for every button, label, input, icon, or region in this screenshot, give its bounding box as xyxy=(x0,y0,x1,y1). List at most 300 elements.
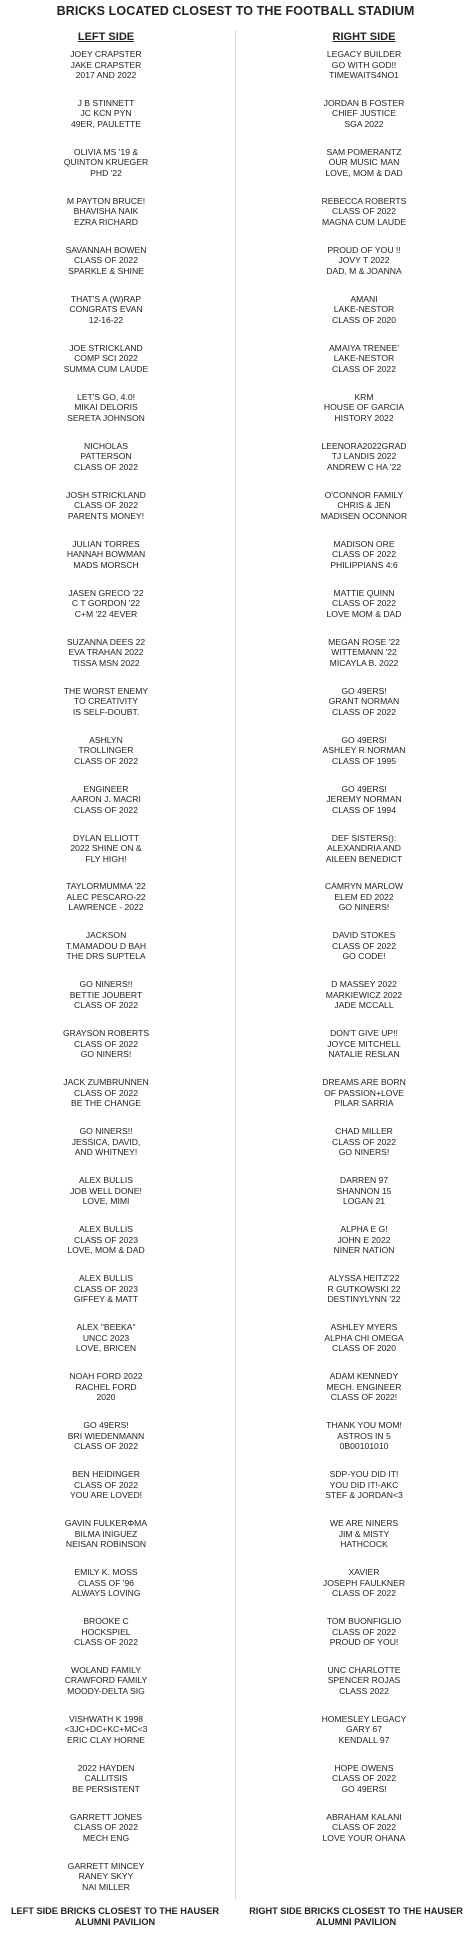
brick-inscription xyxy=(264,1273,464,1305)
brick-line: LOVE MOM & DAD xyxy=(326,608,402,619)
brick-inscription xyxy=(264,245,464,277)
brick-line: CLASS OF 2022 xyxy=(73,1038,138,1049)
brick-line: ALWAYS LOVING xyxy=(71,1588,141,1599)
brick-inscription xyxy=(6,930,206,962)
brick-inscription xyxy=(264,1518,464,1550)
brick-line: 12-16-22 xyxy=(88,314,124,325)
brick-inscription xyxy=(264,930,464,962)
brick-line: LET'S GO, 4.0! xyxy=(77,391,135,402)
brick-inscription xyxy=(6,1028,206,1060)
brick-line: PROUD OF YOU! xyxy=(329,1637,399,1647)
brick-line: CLASS OF 2022 xyxy=(331,363,396,374)
brick-line: GO 49ERS! xyxy=(341,734,387,745)
brick-inscription xyxy=(264,1567,464,1599)
brick-line: FLY HIGH! xyxy=(85,853,127,864)
left-side-heading: LEFT SIDE xyxy=(77,31,135,43)
brick-line: DREAMS ARE BORN xyxy=(322,1077,406,1088)
brick-line: CLASS OF 2022! xyxy=(330,1392,398,1403)
brick-line: CLASS OF 2022 xyxy=(331,1588,396,1599)
brick-line: GO WITH GOD!! xyxy=(331,59,397,70)
brick-line: TO CREATIVITY xyxy=(73,696,139,707)
brick-line: DON'T GIVE UP!! xyxy=(330,1028,398,1039)
brick-inscription xyxy=(6,98,206,130)
brick-line: LAWRENCE - 2022 xyxy=(68,902,144,913)
brick-line: CLASS OF 2022 xyxy=(331,1626,396,1637)
brick-line: PHILIPPIANS 4:6 xyxy=(330,559,398,570)
brick-line: R GUTKOWSKI 22 xyxy=(327,1283,401,1294)
brick-inscription xyxy=(264,490,464,522)
brick-line: D MASSEY 2022 xyxy=(331,979,397,990)
brick-line: HOPE OWENS xyxy=(334,1762,394,1773)
brick-line: YOU DID IT!-AKC xyxy=(329,1479,399,1490)
brick-inscription xyxy=(6,1763,206,1795)
brick-line: WOLAND FAMILY xyxy=(70,1664,142,1675)
brick-inscription xyxy=(264,1420,464,1452)
brick-line: CRAWFORD FAMILY xyxy=(64,1675,148,1686)
brick-inscription xyxy=(6,1371,206,1403)
brick-line: SUMMA CUM LAUDE xyxy=(63,363,149,374)
brick-line: 2022 SHINE ON & xyxy=(70,843,142,853)
brick-inscription xyxy=(264,49,464,81)
brick-inscription xyxy=(6,588,206,620)
brick-line: GAVIN FULKERΦMA xyxy=(64,1518,148,1529)
brick-line: NEISAN ROBINSON xyxy=(65,1539,147,1550)
right-brick-list xyxy=(264,49,464,1843)
brick-inscription xyxy=(6,881,206,913)
brick-line: JORDAN B FOSTER xyxy=(323,97,405,108)
brick-line: 49ER, PAULETTE xyxy=(70,118,142,129)
page-title: BRICKS LOCATED CLOSEST TO THE FOOTBALL STADIUM xyxy=(56,4,415,18)
brick-line: MADS MORSCH xyxy=(73,559,139,570)
brick-line: LAKE-NESTOR xyxy=(333,353,395,364)
brick-inscription xyxy=(264,784,464,816)
brick-inscription xyxy=(6,294,206,326)
brick-line: TAYLORMUMMA '22 xyxy=(66,881,146,892)
brick-line: BETTIE JOUBERT xyxy=(69,989,143,1000)
brick-line: JOSH STRICKLAND xyxy=(66,489,146,500)
brick-line: CLASS OF 1995 xyxy=(331,755,396,766)
brick-line: EZRA RICHARD xyxy=(74,216,138,227)
brick-line: HOMESLEY LEGACY xyxy=(321,1713,407,1724)
brick-inscription xyxy=(264,881,464,913)
brick-inscription xyxy=(6,979,206,1011)
brick-line: GARY 67 xyxy=(346,1724,382,1735)
brick-inscription xyxy=(6,1567,206,1599)
brick-line: CLASS OF 2022 xyxy=(331,706,396,717)
brick-line: GO NINERS! xyxy=(338,1147,390,1158)
brick-inscription xyxy=(264,1322,464,1354)
brick-line: GARRETT MINCEY xyxy=(67,1860,145,1871)
brick-line: LOVE YOUR OHANA xyxy=(322,1832,406,1843)
brick-inscription xyxy=(6,196,206,228)
brick-line: SERETA JOHNSON xyxy=(67,412,145,423)
brick-line: GRAYSON ROBERTS xyxy=(62,1028,150,1039)
brick-inscription xyxy=(264,1126,464,1158)
brick-line: ENGINEER xyxy=(83,783,129,794)
brick-line: M PAYTON BRUCE! xyxy=(66,195,146,206)
brick-inscription xyxy=(6,147,206,179)
brick-line: SDP-YOU DID IT! xyxy=(329,1469,399,1480)
brick-line: JIM & MISTY xyxy=(338,1528,390,1539)
brick-line: JASEN GRECO '22 xyxy=(68,587,144,598)
brick-line: OLIVIA MS '19 & xyxy=(73,146,139,157)
brick-inscription xyxy=(264,637,464,669)
brick-line: IS SELF-DOUBT. xyxy=(72,706,140,717)
brick-line: CLASS OF 2022 xyxy=(73,1637,138,1647)
brick-inscription xyxy=(264,294,464,326)
brick-line: ALEX "BEEKA" xyxy=(76,1322,136,1333)
brick-line: HATHCOCK xyxy=(340,1539,388,1550)
brick-inscription xyxy=(264,1812,464,1844)
brick-inscription xyxy=(264,1469,464,1501)
brick-line: CLASS OF 1994 xyxy=(331,804,396,815)
brick-line: MICAYLA B. 2022 xyxy=(329,657,399,668)
brick-line: LAKE-NESTOR xyxy=(333,304,395,315)
brick-line: CLASS 2022 xyxy=(339,1685,389,1696)
brick-line: JADE MCCALL xyxy=(334,1000,394,1011)
brick-line: SAM POMERANTZ xyxy=(326,146,402,157)
brick-line: CLASS OF 2022 xyxy=(73,1441,138,1452)
brick-line: CLASS OF 2022 xyxy=(73,1479,138,1490)
brick-line: CALLITSIS xyxy=(84,1773,128,1784)
brick-line: GO NINERS!! xyxy=(79,979,133,990)
brick-inscription xyxy=(6,1518,206,1550)
brick-inscription xyxy=(264,979,464,1011)
brick-line: CAMRYN MARLOW xyxy=(324,881,404,892)
brick-line: JEREMY NORMAN xyxy=(326,794,402,805)
brick-inscription xyxy=(6,539,206,571)
left-brick-list xyxy=(6,49,206,1892)
brick-line: ALEX BULLIS xyxy=(79,1175,133,1186)
brick-line: BHAVISHA NAIK xyxy=(73,206,139,217)
brick-line: MOODY-DELTA SIG xyxy=(67,1685,145,1696)
brick-line: CLASS OF 2022 xyxy=(331,1822,396,1833)
brick-line: C+M '22 4EVER xyxy=(74,608,138,619)
brick-line: CLASS OF 2020 xyxy=(331,314,396,325)
brick-inscription xyxy=(6,1616,206,1648)
brick-line: MEGAN ROSE '22 xyxy=(328,636,400,647)
brick-line: UNC CHARLOTTE xyxy=(327,1664,401,1675)
brick-line: ASHLEY MYERS xyxy=(330,1322,398,1333)
brick-line: CLASS OF 2022 xyxy=(73,1087,138,1098)
brick-line: KRM xyxy=(354,391,374,402)
brick-line: DEF SISTERS(): xyxy=(331,832,397,843)
brick-line: MADISEN OCONNOR xyxy=(320,510,408,521)
brick-line: MIKAI DELORIS xyxy=(74,402,138,413)
brick-line: SAVANNAH BOWEN xyxy=(65,244,147,255)
brick-line: ALPHA CHI OMEGA xyxy=(324,1332,404,1343)
brick-line: UNCC 2023 xyxy=(82,1332,130,1343)
brick-line: AND WHITNEY! xyxy=(74,1147,138,1158)
brick-inscription xyxy=(6,833,206,865)
brick-inscription xyxy=(264,343,464,375)
brick-line: JOEY CRAPSTER xyxy=(70,49,142,59)
brick-line: PATTERSON xyxy=(80,451,132,462)
brick-inscription xyxy=(264,833,464,865)
brick-line: ASTROS IN 5 xyxy=(337,1430,391,1441)
brick-line: DYLAN ELLIOTT xyxy=(73,832,139,843)
brick-line: CHRIS & JEN xyxy=(337,500,391,511)
brick-line: THAT'S A (W)RAP xyxy=(70,293,142,304)
brick-line: GARRETT JONES xyxy=(70,1811,142,1822)
brick-line: JOVY T 2022 xyxy=(338,255,390,266)
brick-inscription xyxy=(264,1665,464,1697)
brick-line: AILEEN BENEDICT xyxy=(325,853,403,864)
brick-line: MECH. ENGINEER xyxy=(326,1381,402,1392)
brick-line: JOSEPH FAULKNER xyxy=(322,1577,406,1588)
brick-inscription xyxy=(6,343,206,375)
brick-line: DAVID STOKES xyxy=(332,930,396,941)
brick-line: GIFFEY & MATT xyxy=(73,1294,139,1305)
brick-line: CLASS OF '96 xyxy=(77,1577,135,1588)
brick-line: PILAR SARRIA xyxy=(334,1098,394,1109)
brick-line: TIMEWAITS4NO1 xyxy=(329,70,399,80)
brick-line: LEENORA2022GRAD xyxy=(321,440,407,451)
brick-line: NINER NATION xyxy=(333,1245,395,1256)
brick-line: HOUSE OF GARCIA xyxy=(323,402,405,413)
brick-line: JC KCN PYN xyxy=(80,108,132,119)
brick-line: XAVIER xyxy=(348,1567,380,1578)
brick-line: CLASS OF 2022 xyxy=(331,206,396,217)
brick-line: DAD, M & JOANNA xyxy=(326,265,402,276)
brick-line: ALEX BULLIS xyxy=(79,1273,133,1284)
brick-inscription xyxy=(6,686,206,718)
brick-line: YOU ARE LOVED! xyxy=(69,1490,143,1501)
brick-line: ABRAHAM KALANI xyxy=(326,1811,402,1822)
brick-line: GO 49ERS! xyxy=(341,685,387,696)
brick-line: CLASS OF 2022 xyxy=(331,1136,396,1147)
brick-line: C T GORDON '22 xyxy=(71,598,141,609)
left-side-column xyxy=(6,32,206,1910)
brick-line: BEN HEIDINGER xyxy=(72,1469,140,1480)
brick-line: CLASS OF 2023 xyxy=(73,1283,138,1294)
brick-line: CLASS OF 2022 xyxy=(331,549,396,560)
brick-inscription xyxy=(264,392,464,424)
brick-line: O'CONNOR FAMILY xyxy=(324,489,404,500)
brick-line: CONGRATS EVAN xyxy=(69,304,143,315)
brick-inscription xyxy=(6,245,206,277)
brick-inscription xyxy=(264,441,464,473)
brick-line: AMAIYA TRENEE' xyxy=(328,342,400,353)
brick-line: SUZANNA DEES 22 xyxy=(66,636,146,647)
brick-line: BE PERSISTENT xyxy=(72,1783,140,1794)
brick-line: BE THE CHANGE xyxy=(70,1098,142,1109)
brick-line: LEGACY BUILDER xyxy=(326,49,402,59)
brick-line: HOCKSPIEL xyxy=(81,1626,131,1637)
brick-line: OF PASSION+LOVE xyxy=(324,1087,404,1098)
brick-inscription xyxy=(6,1077,206,1109)
brick-line: CLASS OF 2020 xyxy=(331,1343,396,1354)
brick-line: LOGAN 21 xyxy=(342,1196,386,1207)
brick-line: RACHEL FORD xyxy=(75,1381,137,1392)
brick-line: GRANT NORMAN xyxy=(328,696,400,707)
brick-line: LOVE, MOM & DAD xyxy=(67,1245,145,1256)
brick-line: KENDALL 97 xyxy=(338,1734,390,1745)
brick-line: THE DRS SUPTELA xyxy=(66,951,146,962)
brick-line: AMANI xyxy=(350,293,378,304)
brick-line: 0B00101010 xyxy=(339,1441,389,1452)
brick-line: QUINTON KRUEGER xyxy=(63,157,149,168)
brick-line: ALYSSA HEITZ'22 xyxy=(328,1273,400,1284)
brick-inscription xyxy=(264,147,464,179)
brick-line: JOYCE MITCHELL xyxy=(327,1038,401,1049)
brick-inscription xyxy=(6,637,206,669)
brick-inscription xyxy=(6,1224,206,1256)
brick-line: CLASS OF 2022 xyxy=(73,461,138,472)
brick-line: MECH ENG xyxy=(82,1832,130,1843)
brick-line: PROUD OF YOU !! xyxy=(327,244,401,255)
brick-line: BRI WIEDENMANN xyxy=(67,1430,145,1441)
brick-line: GO 49ERS! xyxy=(341,1783,387,1794)
brick-line: MADISON ORE xyxy=(333,538,395,549)
brick-line: NICHOLAS xyxy=(84,440,128,451)
brick-line: ALPHA E G! xyxy=(340,1224,388,1235)
brick-line: ASHLEY R NORMAN xyxy=(322,745,406,756)
brick-line: GO 49ERS! xyxy=(83,1420,129,1431)
brick-inscription xyxy=(264,1616,464,1648)
brick-line: BROOKE C xyxy=(83,1616,129,1626)
brick-line: TJ LANDIS 2022 xyxy=(331,451,397,462)
right-footer-note: RIGHT SIDE BRICKS CLOSEST TO THE HAUSER ALUMNI PAVILION xyxy=(249,1906,463,1927)
brick-line: CLASS OF 2023 xyxy=(73,1234,138,1245)
brick-line: J B STINNETT xyxy=(77,97,135,108)
brick-line: ADAM KENNEDY xyxy=(329,1371,399,1382)
brick-line: PHD '22 xyxy=(90,167,122,178)
brick-line: JESSICA, DAVID, xyxy=(71,1136,141,1147)
brick-line: THANK YOU MOM! xyxy=(326,1420,402,1431)
brick-inscription xyxy=(264,1077,464,1109)
brick-inscription xyxy=(6,441,206,473)
brick-line: ERIC CLAY HORNE xyxy=(67,1734,145,1745)
brick-line: DESTINYLYNN '22 xyxy=(327,1294,401,1305)
brick-line: 2022 HAYDEN xyxy=(77,1762,135,1773)
brick-line: CHAD MILLER xyxy=(335,1126,393,1137)
brick-line: MARKIEWICZ 2022 xyxy=(325,989,403,1000)
brick-line: NOAH FORD 2022 xyxy=(69,1371,143,1382)
brick-inscription xyxy=(264,98,464,130)
brick-line: THE WORST ENEMY xyxy=(63,685,149,696)
right-side-heading: RIGHT SIDE xyxy=(332,31,396,43)
brick-inscription xyxy=(264,686,464,718)
brick-line: CLASS OF 2022 xyxy=(73,755,138,766)
brick-line: RANEY SKYY xyxy=(78,1871,134,1882)
brick-line: JULIAN TORRES xyxy=(72,538,140,549)
brick-inscription xyxy=(264,1224,464,1256)
brick-inscription xyxy=(264,1714,464,1746)
brick-line: GO 49ERS! xyxy=(341,783,387,794)
brick-line: CLASS OF 2022 xyxy=(73,1000,138,1011)
brick-line: LOVE, MIMI xyxy=(82,1196,130,1207)
brick-line: ASHLYN xyxy=(89,734,123,745)
brick-inscription xyxy=(264,539,464,571)
brick-line: JOHN E 2022 xyxy=(337,1234,391,1245)
brick-line: CLASS OF 2022 xyxy=(73,255,138,266)
brick-inscription xyxy=(6,1322,206,1354)
brick-inscription xyxy=(6,1175,206,1207)
brick-line: PARENTS MONEY! xyxy=(67,510,145,521)
brick-line: CLASS OF 2022 xyxy=(73,804,138,815)
brick-inscription xyxy=(6,49,206,81)
brick-line: ALEXANDRIA AND xyxy=(326,843,402,853)
brick-line: STEF & JORDAN<3 xyxy=(325,1490,403,1501)
brick-inscription xyxy=(6,1273,206,1305)
brick-line: MATTIE QUINN xyxy=(333,587,395,598)
brick-line: 2017 AND 2022 xyxy=(75,70,137,80)
brick-inscription xyxy=(264,588,464,620)
brick-inscription xyxy=(6,1469,206,1501)
left-footer-note: LEFT SIDE BRICKS CLOSEST TO THE HAUSER ALUMNI PAVILION xyxy=(10,1906,220,1927)
brick-line: JOE STRICKLAND xyxy=(69,342,143,353)
brick-line: VISHWATH K 1998 xyxy=(68,1713,144,1724)
brick-line: <3JC+DC+KC+MC<3 xyxy=(64,1724,148,1735)
brick-inscription xyxy=(6,735,206,767)
brick-line: SPENCER ROJAS xyxy=(327,1675,401,1686)
brick-line: JAKE CRAPSTER xyxy=(70,59,142,70)
brick-line: CLASS OF 2022 xyxy=(73,1822,138,1833)
brick-inscription xyxy=(264,196,464,228)
brick-line: AARON J. MACRI xyxy=(71,794,141,805)
brick-inscription xyxy=(6,1812,206,1844)
brick-line: ANDREW C HA '22 xyxy=(326,461,402,472)
brick-line: WE ARE NINERS xyxy=(329,1518,399,1529)
brick-line: GO NINERS! xyxy=(338,902,390,913)
brick-line: 2020 xyxy=(96,1392,116,1403)
brick-line: HANNAH BOWMAN xyxy=(66,549,146,560)
brick-inscription xyxy=(6,490,206,522)
brick-line: EVA TRAHAN 2022 xyxy=(68,647,144,658)
brick-line: TISSA MSN 2022 xyxy=(72,657,140,668)
brick-line: ELEM ED 2022 xyxy=(334,891,394,902)
brick-inscription xyxy=(6,1665,206,1697)
brick-line: JOB WELL DONE! xyxy=(70,1185,142,1196)
brick-inscription xyxy=(6,1861,206,1893)
column-divider xyxy=(235,30,236,1900)
brick-line: CLASS OF 2022 xyxy=(331,598,396,609)
brick-line: SGA 2022 xyxy=(344,118,384,129)
brick-line: ALEC PESCARO-22 xyxy=(66,891,146,902)
brick-line: GO CODE! xyxy=(342,951,386,962)
brick-line: CHIEF JUSTICE xyxy=(332,108,396,119)
brick-inscription xyxy=(264,735,464,767)
right-side-column xyxy=(264,32,464,1861)
brick-line: GO NINERS! xyxy=(80,1049,132,1060)
brick-inscription xyxy=(264,1371,464,1403)
brick-line: COMP SCI 2022 xyxy=(74,353,138,364)
brick-line: NATALIE RESLAN xyxy=(328,1049,400,1060)
brick-line: JACKSON xyxy=(85,930,127,941)
brick-inscription xyxy=(264,1175,464,1207)
brick-inscription xyxy=(6,1126,206,1158)
brick-inscription xyxy=(264,1028,464,1060)
brick-line: CLASS OF 2022 xyxy=(331,940,396,951)
brick-line: GO NINERS!! xyxy=(79,1126,133,1137)
brick-line: SPARKLE & SHINE xyxy=(68,265,144,276)
brick-line: MAGNA CUM LAUDE xyxy=(321,216,407,227)
brick-line: BILMA INIGUEZ xyxy=(74,1528,138,1539)
brick-line: T.MAMADOU D BAH xyxy=(65,940,147,951)
brick-line: DARREN 97 xyxy=(339,1175,389,1186)
brick-line: OUR MUSIC MAN xyxy=(328,157,400,168)
brick-inscription xyxy=(264,1763,464,1795)
brick-line: ALEX BULLIS xyxy=(79,1224,133,1235)
brick-inscription xyxy=(6,392,206,424)
brick-line: HISTORY 2022 xyxy=(334,412,394,423)
brick-line: JACK ZUMBRUNNEN xyxy=(63,1077,149,1088)
brick-line: LOVE, BRICEN xyxy=(75,1343,137,1354)
brick-line: CLASS OF 2022 xyxy=(331,1773,396,1784)
brick-line: TROLLINGER xyxy=(78,745,134,756)
brick-line: SHANNON 15 xyxy=(336,1185,392,1196)
